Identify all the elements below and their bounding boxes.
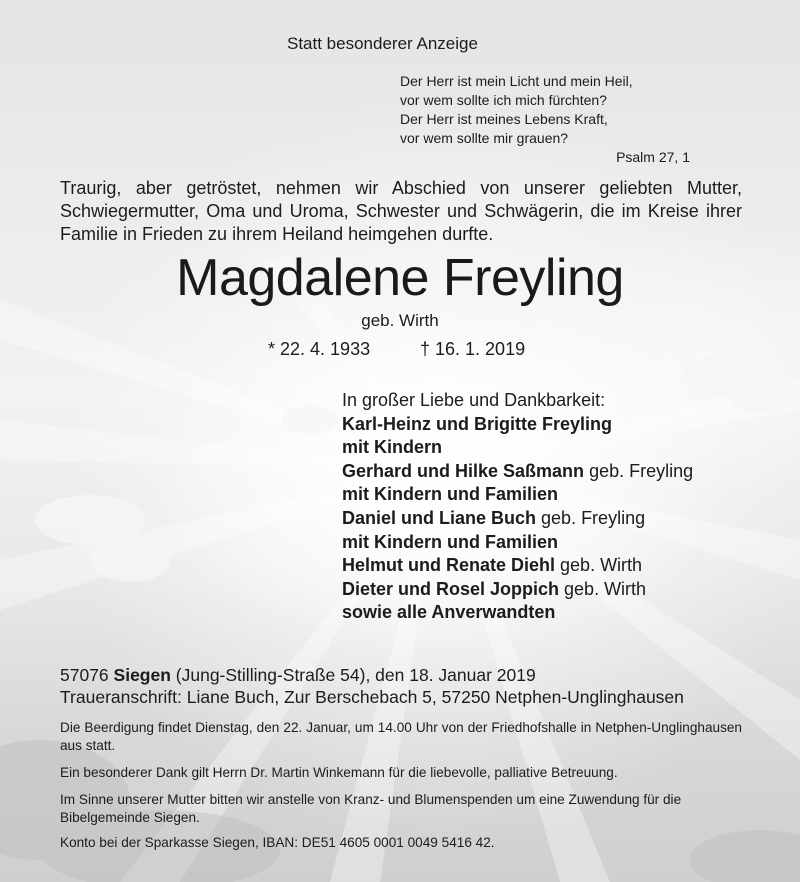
mourner-row (342, 531, 693, 555)
mourner-row (342, 483, 693, 507)
mourner-names: sowie alle Anverwandten (342, 602, 556, 623)
trauer-address: Traueranschrift: Liane Buch, Zur Berschebach 5, 57250 Netphen-Unglinghausen (60, 687, 684, 707)
donation-notice: Im Sinne unserer Mutter bitten wir anstelle von Kranz- und Blumenspenden um eine Zuwendung für die Bibelgemeinde Siegen. (60, 792, 682, 825)
death-date: † 16. 1. 2019 (420, 339, 526, 359)
intro-text: Traurig, aber getröstet, nehmen wir Abschied von unserer geliebten Mutter, Schwiegermutter, Oma und Uroma, Schwester und Schwägerin, die im Kreise ihrer Familie in Frieden zu ihrem Heiland heimgehen durfte. (60, 178, 742, 244)
maiden-name: geb. Wirth (361, 311, 439, 330)
deceased-name: Magdalene Freyling (176, 249, 624, 307)
psalm-reference: Psalm 27, 1 (616, 149, 690, 165)
psalm-quote (400, 72, 690, 167)
mourner-note: geb. Wirth (559, 578, 647, 599)
mourner-note: geb. Freyling (536, 507, 646, 528)
mourner-names: mit Kindern und Familien (342, 531, 559, 552)
thanks-notice: Ein besonderer Dank gilt Herrn Dr. Martin Winkemann für die liebevolle, palliative Betreuung. (60, 765, 618, 780)
mourner-row (342, 601, 693, 625)
psalm-line: vor wem sollte ich mich fürchten? (400, 92, 607, 108)
psalm-line: Der Herr ist meines Lebens Kraft, (400, 111, 608, 127)
mourner-row (342, 460, 693, 484)
mourner-note: geb. Freyling (584, 460, 694, 481)
mourner-names: Helmut und Renate Diehl (342, 555, 556, 576)
bank-account: Konto bei der Sparkasse Siegen, IBAN: DE51 4605 0001 0049 5416 42. (60, 835, 495, 850)
psalm-line: Der Herr ist mein Licht und mein Heil, (400, 73, 633, 89)
mourner-row (342, 554, 693, 578)
mourner-names: Gerhard und Hilke Saßmann (342, 460, 585, 481)
mourner-names: Karl-Heinz und Brigitte Freyling (342, 413, 613, 434)
notice-type-heading: Statt besonderer Anzeige (287, 34, 478, 53)
psalm-line: vor wem sollte mir grauen? (400, 130, 569, 146)
place-city: Siegen (113, 665, 171, 685)
place-date-line (60, 664, 684, 686)
mourner-names: Daniel und Liane Buch (342, 507, 537, 528)
mourner-row (342, 413, 693, 437)
mourner-row (342, 507, 693, 531)
place-postcode: 57076 (60, 665, 114, 685)
mourner-note: geb. Wirth (555, 555, 643, 576)
place-detail: (Jung-Stilling-Straße 54), den 18. Januar 2019 (170, 665, 536, 685)
mourners-list (342, 389, 693, 625)
mourners-heading: In großer Liebe und Dankbarkeit: (342, 390, 606, 410)
birth-date: * 22. 4. 1933 (268, 339, 371, 359)
mourner-row (342, 436, 693, 460)
mourner-row (342, 578, 693, 602)
mourner-names: mit Kindern (342, 437, 443, 458)
funeral-notice: Die Beerdigung findet Dienstag, den 22. Januar, um 14.00 Uhr von der Friedhofshalle in Netphen-Unglinghausen aus statt. (60, 720, 742, 753)
place-and-address (60, 664, 684, 708)
mourner-names: mit Kindern und Familien (342, 484, 559, 505)
mourner-names: Dieter und Rosel Joppich (342, 578, 560, 599)
